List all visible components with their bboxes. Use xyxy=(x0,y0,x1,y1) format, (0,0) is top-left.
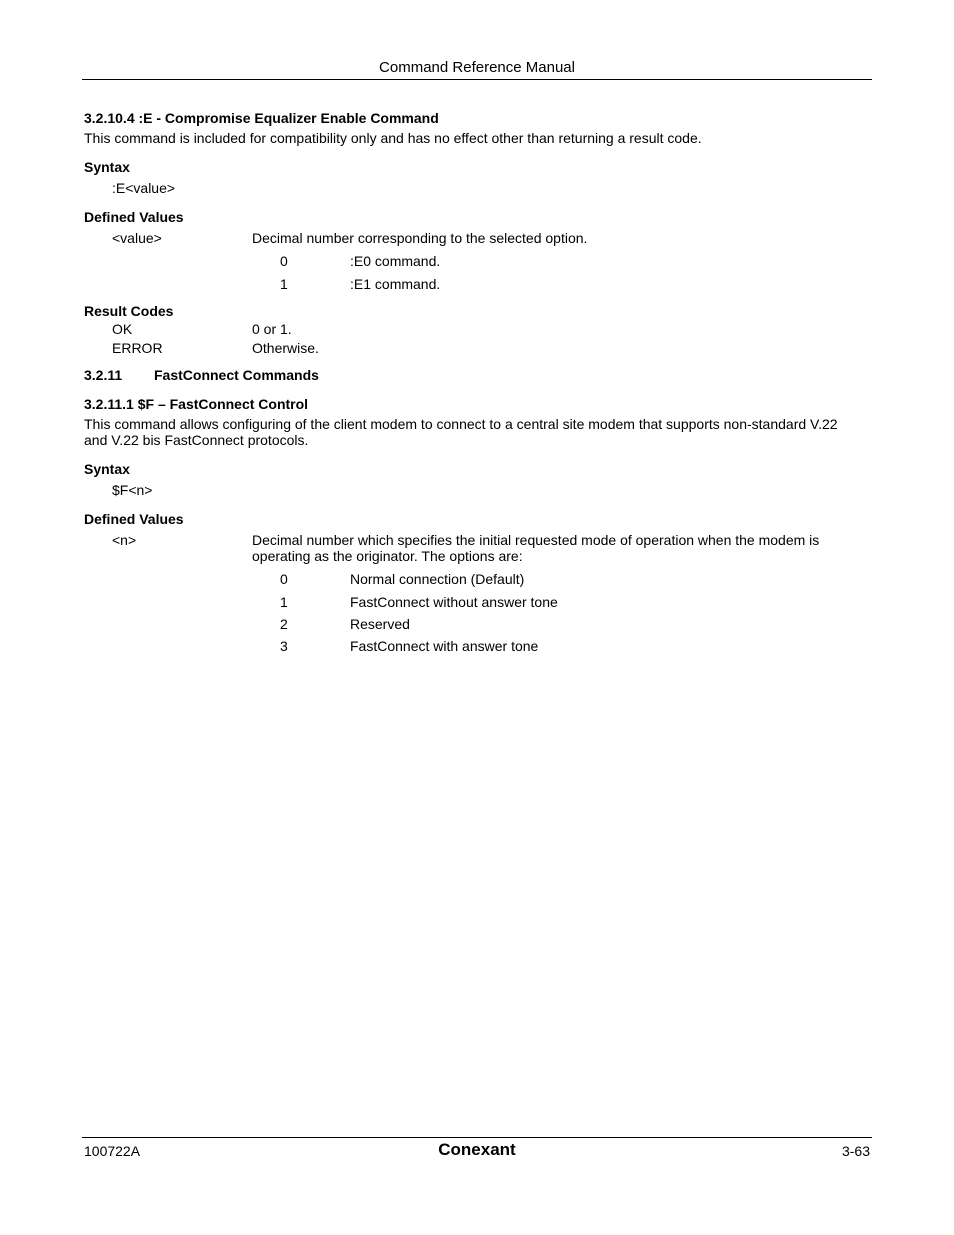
section-f-option-value: 0 xyxy=(280,571,288,587)
section-f-option-desc: FastConnect without answer tone xyxy=(350,594,558,610)
section-f-param-desc-line1: Decimal number which specifies the initial requested mode of operation when the modem is xyxy=(252,532,820,548)
section-e-syntax-heading: Syntax xyxy=(84,159,130,175)
section-e-option-desc: :E0 command. xyxy=(350,253,441,269)
section-f-option-desc: Reserved xyxy=(350,616,410,632)
section-e-option-desc: :E1 command. xyxy=(350,276,441,292)
section-f-param-desc-line2: operating as the originator. The options are: xyxy=(252,548,523,564)
section-f-description-line1: This command allows configuring of the client modem to connect to a central site modem that supports non-standard V.22 xyxy=(84,416,838,432)
section-f-defined-values-heading: Defined Values xyxy=(84,511,184,527)
footer-doc-number: 100722A xyxy=(84,1143,141,1159)
section-f-option-desc: Normal connection (Default) xyxy=(350,571,525,587)
footer-rule xyxy=(82,1137,872,1138)
section-e-option-value: 1 xyxy=(280,276,288,292)
section-e-option-value: 0 xyxy=(280,253,288,269)
header-rule xyxy=(82,79,872,80)
section-f-description-line2: and V.22 bis FastConnect protocols. xyxy=(84,432,309,448)
section-f-syntax-heading: Syntax xyxy=(84,461,130,477)
section-f-heading: 3.2.11.1 $F – FastConnect Control xyxy=(84,396,309,412)
section-fc-title: FastConnect Commands xyxy=(154,367,319,383)
section-e-param-desc: Decimal number corresponding to the selected option. xyxy=(252,230,588,246)
section-f-option-value: 3 xyxy=(280,638,288,654)
result-code: ERROR xyxy=(112,340,163,356)
section-f-option-value: 1 xyxy=(280,594,288,610)
section-fc-number: 3.2.11 xyxy=(84,367,123,383)
section-e-heading: 3.2.10.4 :E - Compromise Equalizer Enable Command xyxy=(84,110,439,126)
section-f-option-value: 2 xyxy=(280,616,288,632)
result-code: OK xyxy=(112,321,133,337)
section-f-param: <n> xyxy=(112,532,137,548)
section-e-param: <value> xyxy=(112,230,162,246)
result-code-desc: Otherwise. xyxy=(252,340,319,356)
section-f-syntax: $F<n> xyxy=(112,482,153,498)
footer-company: Conexant xyxy=(438,1140,516,1159)
section-f-option-desc: FastConnect with answer tone xyxy=(350,638,539,654)
section-e-syntax: :E<value> xyxy=(112,180,176,196)
section-e-defined-values-heading: Defined Values xyxy=(84,209,184,225)
result-code-desc: 0 or 1. xyxy=(252,321,292,337)
section-e-description: This command is included for compatibility only and has no effect other than returning a result code. xyxy=(84,130,702,146)
footer-page-number: 3-63 xyxy=(841,1143,870,1159)
header-title: Command Reference Manual xyxy=(379,59,575,76)
section-e-result-codes-heading: Result Codes xyxy=(84,303,174,319)
